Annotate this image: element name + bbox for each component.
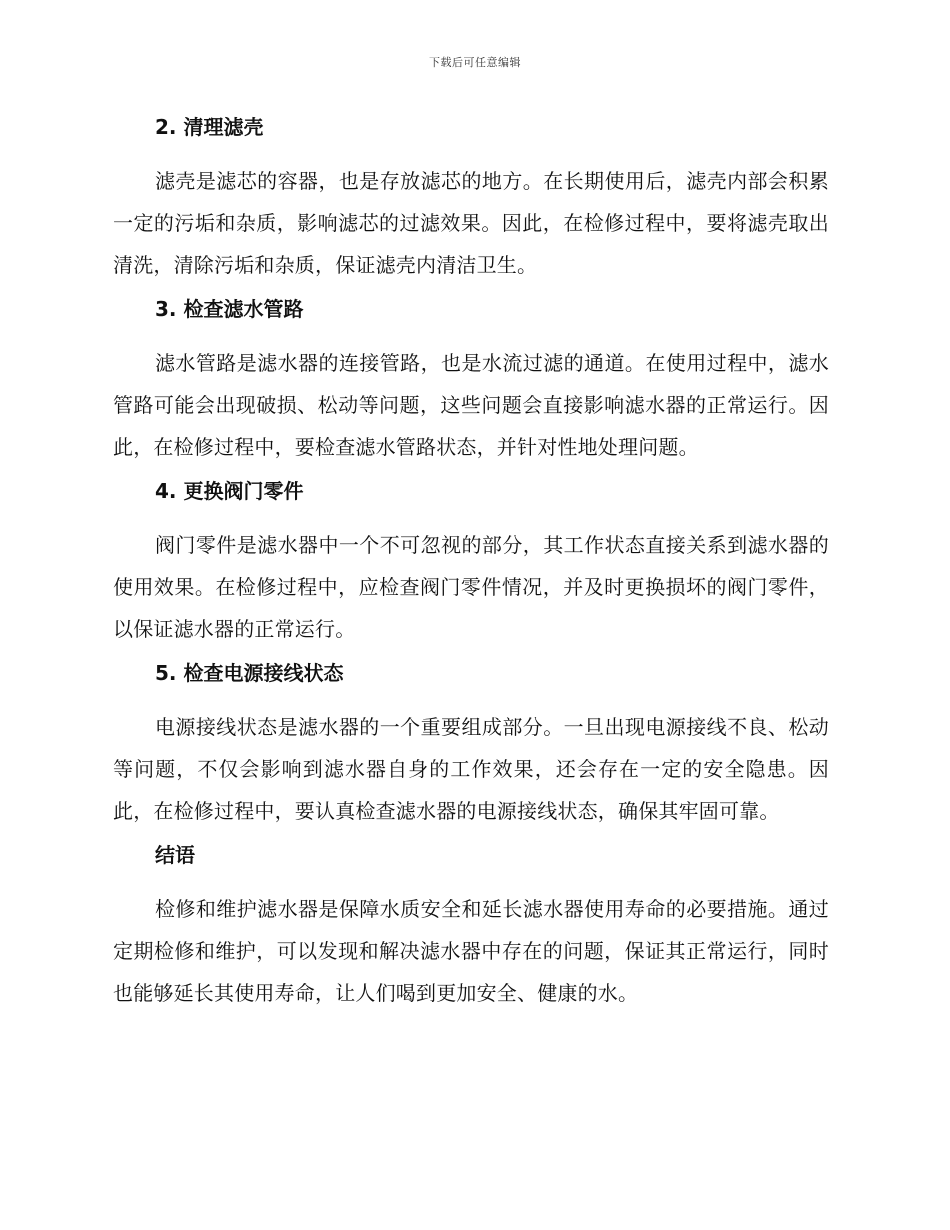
section-heading: 5. 检查电源接线状态	[155, 661, 344, 685]
section-paragraph: 检修和维护滤水器是保障水质安全和延长滤水器使用寿命的必要措施。通过定期检修和维护，可以发现和解决滤水器中存在的问题，保证其正常运行，同时也能够延长其使用寿命，让人们喝到更加安全、健康的水。	[113, 897, 829, 1005]
section-heading: 3. 检查滤水管路	[155, 297, 304, 321]
section-heading: 2. 清理滤壳	[155, 115, 264, 139]
section-clean-housing	[113, 112, 829, 286]
section-heading: 结语	[155, 843, 195, 867]
document-body	[113, 112, 829, 1022]
section-replace-valves	[113, 476, 829, 650]
section-paragraph: 滤水管路是滤水器的连接管路，也是水流过滤的通道。在使用过程中，滤水管路可能会出现破损、松动等问题，这些问题会直接影响滤水器的正常运行。因此，在检修过程中，要检查滤水管路状态，并针对性地处理问题。	[113, 351, 829, 459]
section-check-pipes	[113, 294, 829, 468]
section-paragraph: 电源接线状态是滤水器的一个重要组成部分。一旦出现电源接线不良、松动等问题，不仅会影响到滤水器自身的工作效果，还会存在一定的安全隐患。因此，在检修过程中，要认真检查滤水器的电源接线状态，确保其牢固可靠。	[113, 715, 829, 823]
section-paragraph: 滤壳是滤芯的容器，也是存放滤芯的地方。在长期使用后，滤壳内部会积累一定的污垢和杂质，影响滤芯的过滤效果。因此，在检修过程中，要将滤壳取出清洗，清除污垢和杂质，保证滤壳内清洁卫生。	[113, 169, 829, 277]
section-paragraph: 阀门零件是滤水器中一个不可忽视的部分，其工作状态直接关系到滤水器的使用效果。在检修过程中，应检查阀门零件情况，并及时更换损坏的阀门零件，以保证滤水器的正常运行。	[113, 533, 829, 641]
section-check-power-wiring	[113, 658, 829, 832]
section-heading: 4. 更换阀门零件	[155, 479, 304, 503]
section-conclusion	[113, 840, 829, 1014]
page-header-note: 下载后可任意编辑	[429, 56, 521, 69]
